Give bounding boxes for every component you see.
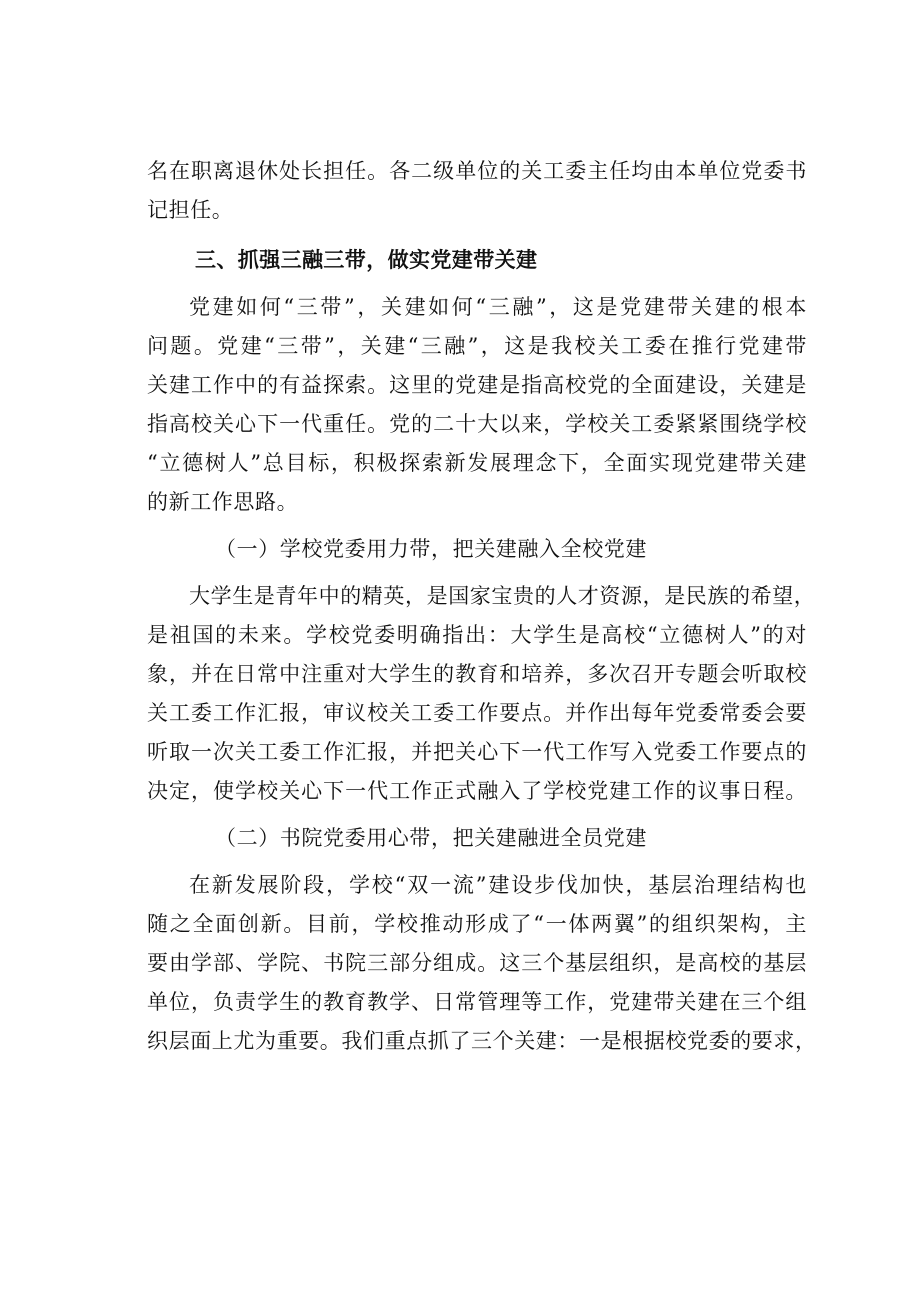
text-line: 决定，使学校关心下一代工作正式融入了学校党建工作的议事日程。	[147, 779, 807, 803]
subsection-heading: （一）学校党委用力带，把关建融入全校党建	[215, 537, 647, 561]
text-line: 关建工作中的有益探索。这里的党建是指高校党的全面建设，关建是	[147, 373, 807, 397]
text-line: 问题。党建“三带”，关建“三融”，这是我校关工委在推行党建带	[147, 334, 807, 358]
text-line: 的新工作思路。	[147, 490, 299, 514]
text-line: 记担任。	[147, 198, 234, 222]
text-line: 象，并在日常中注重对大学生的教育和培养，多次召开专题会听取校	[147, 662, 807, 686]
text-line: 党建如何“三带”，关建如何“三融”，这是党建带关建的根本	[189, 295, 807, 319]
text-line: “立德树人”总目标，积极探索新发展理念下，全面实现党建带关建	[147, 451, 807, 475]
text-line: 指高校关心下一代重任。党的二十大以来，学校关工委紧紧围绕学校	[147, 412, 807, 436]
text-line: 织层面上尤为重要。我们重点抓了三个关建：一是根据校党委的要求，	[147, 1029, 817, 1053]
document-page	[147, 152, 817, 1061]
text-line: 大学生是青年中的精英，是国家宝贵的人才资源，是民族的希望，	[189, 584, 816, 608]
section-heading: 三、抓强三融三带，做实党建带关建	[195, 248, 538, 272]
text-line: 要由学部、学院、书院三部分组成。这三个基层组织，是高校的基层	[147, 951, 807, 975]
text-line: 单位，负责学生的教育教学、日常管理等工作，党建带关建在三个组	[147, 990, 807, 1014]
subsection-heading: （二）书院党委用心带，把关建融进全员党建	[215, 826, 647, 850]
text-line: 关工委工作汇报，审议校关工委工作要点。并作出每年党委常委会要	[147, 701, 807, 725]
text-line: 在新发展阶段，学校“双一流”建设步伐加快，基层治理结构也	[189, 873, 807, 897]
text-line: 名在职离退休处长担任。各二级单位的关工委主任均由本单位党委书	[147, 159, 807, 183]
text-line: 是祖国的未来。学校党委明确指出：大学生是高校“立德树人”的对	[147, 623, 807, 647]
text-line: 听取一次关工委工作汇报，并把关心下一代工作写入党委工作要点的	[147, 740, 807, 764]
text-line: 随之全面创新。目前，学校推动形成了“一体两翼”的组织架构，主	[147, 912, 807, 936]
